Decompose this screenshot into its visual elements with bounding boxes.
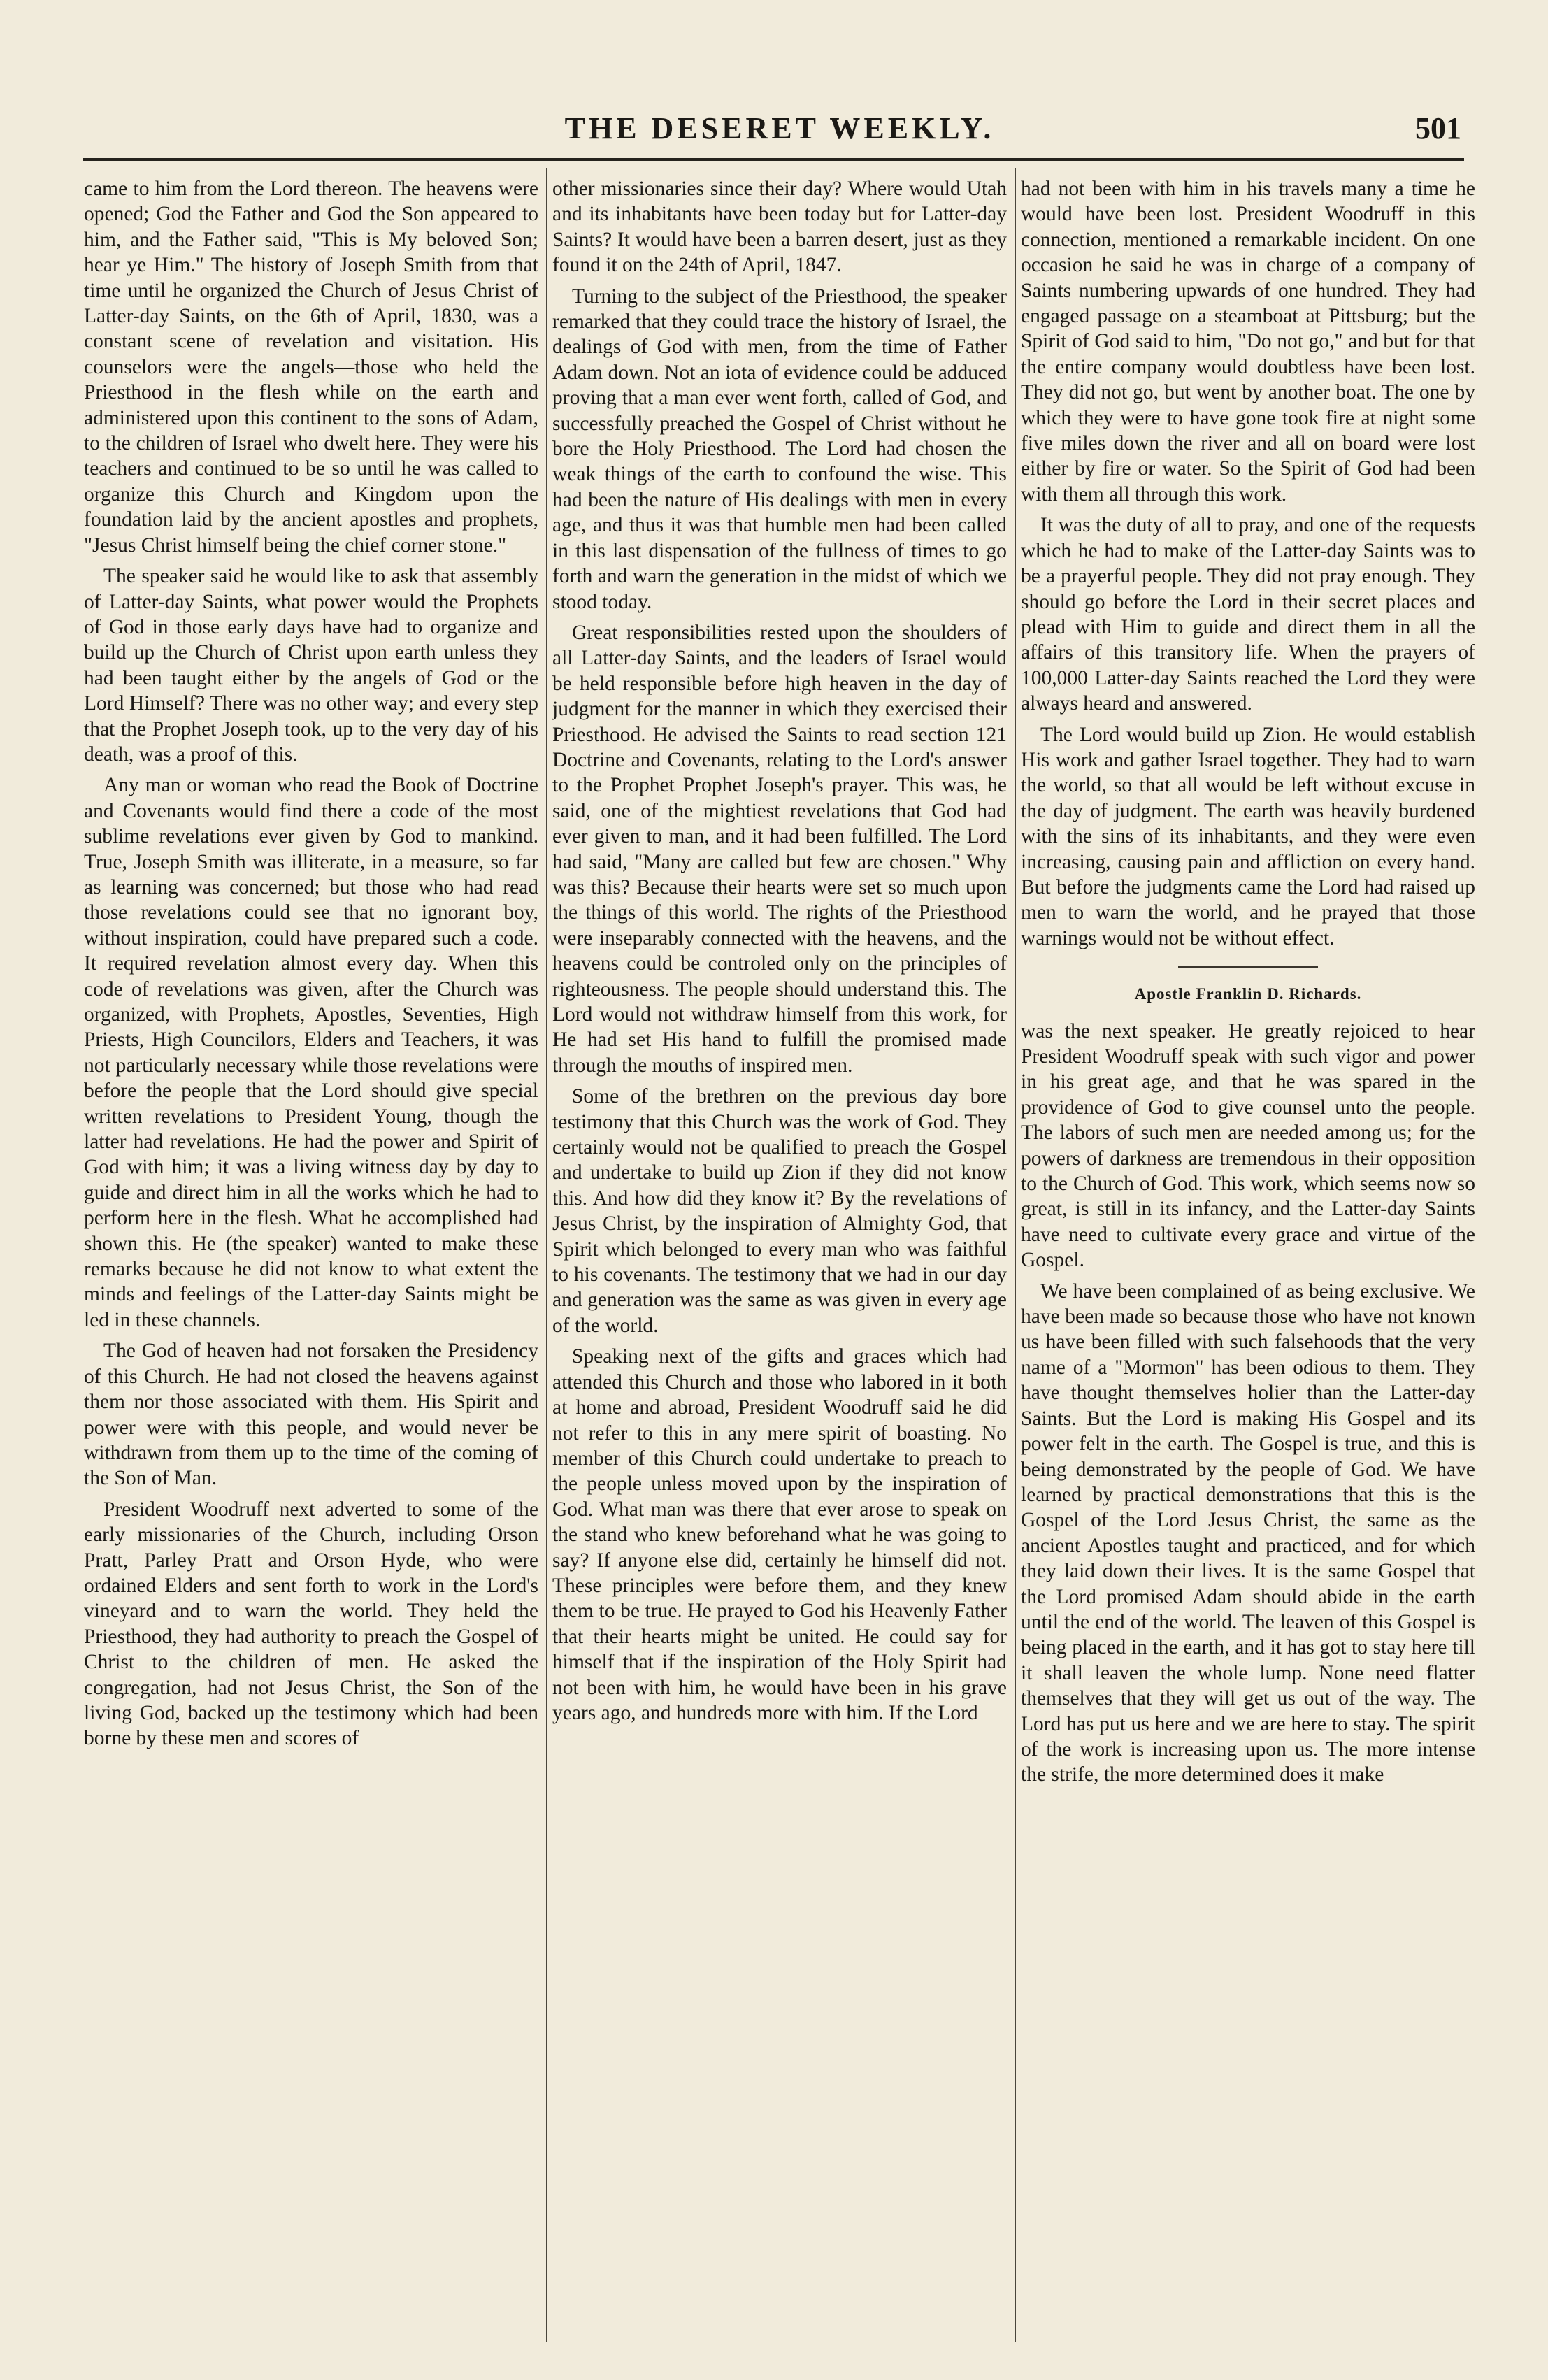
paragraph: had not been with him in his travels many a time he would have been lost. President Woodruff in this connection, mentioned a remarkable incident. On one occasion he said he was in charge of a company of Saints numbering upwards of one hundred. They had engaged passage on a steamboat at Pittsburg; but the Spirit of God said to him, "Do not go," and but for that the entire company would doubtless have been lost. They did not go, but went by another boat. The one by which they were to have gone took fire at night some five miles down the river and all on board were lost either by fire or water. So the Spirit of God had been with them all through this work. — [1021, 178, 1475, 506]
text-column-2 — [552, 176, 1007, 2337]
paragraph: It was the duty of all to pray, and one of the requests which he had to make of the Latter-day Saints was to be a prayerful people. They did not pray enough. They should go before the Lord in their secret places and plead with Him to guide and direct them in all the affairs of this transitory life. When the prayers of 100,000 Latter-day Saints reached the Lord they were always heard and answered. — [1021, 514, 1475, 715]
column-divider — [546, 168, 547, 2342]
paragraph: was the next speaker. He greatly rejoiced to hear President Woodruff speak with such vigor and power in his great age, and that he was spared in the providence of God to give counsel unto the people. The labors of such men are needed among us; for the powers of darkness are tremendous in their opposition to the Church of God. This work, which seems now so great, is still in its infancy, and the Latter-day Saints have need to cultivate every grace and virtue of the Gospel. — [1021, 1019, 1475, 1272]
page-number: 501 — [1415, 111, 1461, 145]
paragraph: The God of heaven had not forsaken the Presidency of this Church. He had not closed the heavens against them nor those associated with them. His Spirit and power were with this people, and would never be withdrawn from them up to the time of the coming of the Son of Man. — [84, 1340, 538, 1490]
header-rule — [83, 158, 1464, 161]
text-column-3 — [1021, 176, 1475, 2337]
paragraph: came to him from the Lord thereon. The heavens were opened; God the Father and God the Son appeared to him, and the Father said, "This is My beloved Son; hear ye Him." The history of Joseph Smith from that time until he organized the Church of Jesus Christ of Latter-day Saints, on the 6th of April, 1830, was a constant scene of revelation and visitation. His counselors were the angels—those who held the Priesthood in the flesh while on the earth and administered upon this continent to the sons of Adam, to the children of Israel who dwelt here. They were his teachers and continued to be so until he was called to organize this Church and Kingdom upon the foundation laid by the ancient apostles and prophets, "Jesus Christ himself being the chief corner stone." — [84, 178, 538, 557]
column-divider — [1015, 168, 1016, 2342]
paragraph: The speaker said he would like to ask that assembly of Latter-day Saints, what power would the Prophets of God in those early days have had to organize and build up the Church of Christ upon earth unless they had been taught either by the angels of God or the Lord Himself? There was no other way; and every step that the Prophet Joseph took, up to the very day of his death, was a proof of this. — [84, 565, 538, 766]
page-header — [84, 110, 1475, 152]
paragraph: Great responsibilities rested upon the shoulders of all Latter-day Saints, and the leaders of Israel would be held responsible before high heaven in the day of judgment for the manner in which they exercised their Priesthood. He advised the Saints to read section 121 Doctrine and Covenants, relating to the Lord's answer to the Prophet Prophet Joseph's prayer. This was, he said, one of the mightiest revelations that God had ever given to man, and it had been fulfilled. The Lord had said, "Many are called but few are chosen." Why was this? Because their hearts were set so much upon the things of this world. The rights of the Priesthood were inseparably connected with the heavens, and the heavens could be controled only on the principles of righteousness. The people should understand this. The Lord would not withdraw himself from this work, for He had set His hand to fulfill the promised made through the mouths of inspired men. — [552, 621, 1007, 1077]
paragraph: Some of the brethren on the previous day bore testimony that this Church was the work of God. They certainly would not be qualified to preach the Gospel and undertake to build up Zion if they did not know this. And how did they know it? By the revelations of Jesus Christ, by the inspiration of Almighty God, that Spirit which belonged to every man who was faithful to his covenants. The testimony that we had in our day and generation was the same as was given in every age of the world. — [552, 1085, 1007, 1337]
paragraph: President Woodruff next adverted to some of the early missionaries of the Church, including Orson Pratt, Parley Pratt and Orson Hyde, who were ordained Elders and sent forth to work in the Lord's vineyard and to warn the world. They held the Priesthood, they had authority to preach the Gospel of Christ to the children of men. He asked the congregation, had not Jesus Christ, the Son of the living God, backed up the testimony which had been borne by these men and scores of — [84, 1498, 538, 1750]
paragraph: Any man or woman who read the Book of Doctrine and Covenants would find there a code of the most sublime revelations ever given by God to mankind. True, Joseph Smith was illiterate, in a measure, so far as learning was concerned; but those who had read those revelations could see that no ignorant boy, without inspiration, could have prepared such a code. It required revelation almost every day. When this code of revelations was given, after the Church was organized, with Prophets, Apostles, Seventies, High Priests, High Councilors, Elders and Teachers, it was not particularly necessary while those revelations were before the people that the Lord should give special written revelations to President Young, though the latter had revelations. He had the power and Spirit of God with him; it was a living witness day by day to guide and direct him in all the works which he had to perform here in the flesh. What he accomplished had shown this. He (the speaker) wanted to make these remarks because he did not know to what extent the minds and feelings of the Latter-day Saints might be led in these channels. — [84, 774, 538, 1331]
paragraph: Speaking next of the gifts and graces which had attended this Church and those who labored in it both at home and abroad, President Woodruff said he did not refer to this in any mere spirit of boasting. No member of this Church could undertake to preach to the people unless moved upon by the inspiration of God. What man was there that ever arose to speak on the stand who knew beforehand what he was going to say? If anyone else did, certainly he himself did not. These principles were before them, and they knew them to be true. He prayed to God his Heavenly Father that their hearts might be united. He could say for himself that if the inspiration of the Holy Spirit had not been with him, he would have been in his grave years ago, and hundreds more with him. If the Lord — [552, 1345, 1007, 1724]
paragraph: Turning to the subject of the Priesthood, the speaker remarked that they could trace the history of Israel, the dealings of God with men, from the time of Father Adam down. Not an iota of evidence could be adduced proving that a man ever went forth, called of God, and successfully preached the Gospel of Christ without he bore the Holy Priesthood. The Lord had chosen the weak things of the earth to confound the wise. This had been the nature of His dealings with men in every age, and thus it was that humble men had been called in this last dispensation of the fullness of times to go forth and warn the generation in the midst of which we stood today. — [552, 285, 1007, 613]
paragraph: The Lord would build up Zion. He would establish His work and gather Israel together. They had to warn the world, so that all would be left without excuse in the day of judgment. The earth was heavily burdened with the sins of its inhabitants, and they were even increasing, causing pain and affliction on every hand. But before the judgments came the Lord had raised up men to warn the world, and he prayed that those warnings would not be without effect. — [1021, 723, 1475, 949]
paragraph: We have been complained of as being exclusive. We have been made so because those who have not known us have been filled with such falsehoods that the very name of a "Mormon" has been odious to them. They have thought themselves holier than the Latter-day Saints. But the Lord is making His Gospel and its power felt in the earth. The Gospel is true, and this is being demonstrated by the people of God. We have learned by practical demonstrations that this is the Gospel of the Lord Jesus Christ, the same as the ancient Apostles taught and practiced, and for which they laid down their lives. It is the same Gospel that the Lord promised Adam should abide in the earth until the end of the world. The leaven of this Gospel is being placed in the earth, and it has got to stay here till it shall leaven the whole lump. None need flatter themselves that they will get us out of the way. The Lord has put us here and we are here to stay. The spirit of the work is increasing upon us. The more intense the strife, the more determined does it make — [1021, 1279, 1475, 1786]
section-heading: Apostle Franklin D. Richards. — [1134, 985, 1362, 1003]
masthead-title: THE DESERET WEEKLY. — [564, 111, 995, 145]
paragraph: other missionaries since their day? Where would Utah and its inhabitants have been today but for Latter-day Saints? It would have been a barren desert, just as they found it on the 24th of April, 1847. — [552, 178, 1007, 277]
text-column-1 — [84, 176, 538, 2337]
section-divider — [1178, 966, 1318, 968]
